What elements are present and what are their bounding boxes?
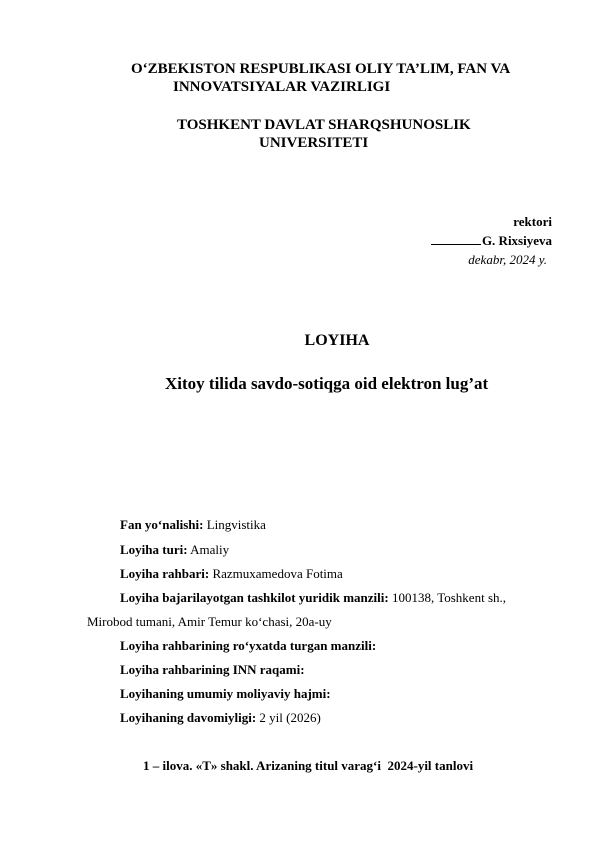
field-label: Loyiha rahbari: <box>120 566 210 581</box>
field-org-address-continuation: Mirobod tumani, Amir Temur ko‘chasi, 20a-uy <box>87 614 332 629</box>
project-title: Xitoy tilida savdo-sotiqga oid elektron lug’at <box>165 374 489 393</box>
field-duration <box>120 709 321 727</box>
field-total-budget <box>120 685 331 703</box>
rector-label: rektori <box>513 214 552 229</box>
document-type: LOYIHA <box>304 332 370 349</box>
field-label: Loyihaning davomiyligi: <box>120 710 257 725</box>
field-project-type <box>120 541 229 559</box>
signature-underline <box>431 232 481 245</box>
field-discipline <box>120 516 266 534</box>
signer-name: G. Rixsiyeva <box>481 233 552 248</box>
field-label: Loyihaning umumiy moliyaviy hajmi: <box>120 686 331 701</box>
ministry-line-2: INNOVATSIYALAR VAZIRLIGI <box>173 79 391 95</box>
field-label: Loyiha turi: <box>120 542 188 557</box>
university-line-2: UNIVERSITETI <box>259 135 369 151</box>
approval-date: dekabr, 2024 y. <box>468 252 547 267</box>
footer-note: 1 – ilova. «T» shakl. Arizaning titul varag‘i 2024-yil tanlovi <box>143 758 474 773</box>
field-value: Amaliy <box>190 542 230 557</box>
university-line-1: TOSHKENT DAVLAT SHARQSHUNOSLIK <box>177 117 471 133</box>
field-org-address <box>120 589 506 607</box>
field-value: 100138, Toshkent sh., <box>391 590 507 605</box>
signature-line <box>352 231 552 250</box>
field-value: Lingvistika <box>206 517 266 532</box>
field-label: Loyiha rahbarining ro‘yxatda turgan manzili: <box>120 638 377 653</box>
field-value: 2 yil (2026) <box>259 710 321 725</box>
field-project-leader <box>120 565 343 583</box>
field-label: Loyiha rahbarining INN raqami: <box>120 662 305 677</box>
field-leader-inn <box>120 661 305 679</box>
field-leader-registered-address <box>120 637 376 655</box>
ministry-line-1: O‘ZBEKISTON RESPUBLIKASI OLIY TA’LIM, FAN VA <box>131 61 511 77</box>
field-label: Loyiha bajarilayotgan tashkilot yuridik manzili: <box>120 590 389 605</box>
field-label: Fan yo‘nalishi: <box>120 517 204 532</box>
field-value: Razmuxamedova Fotima <box>212 566 343 581</box>
approval-block <box>352 212 552 269</box>
